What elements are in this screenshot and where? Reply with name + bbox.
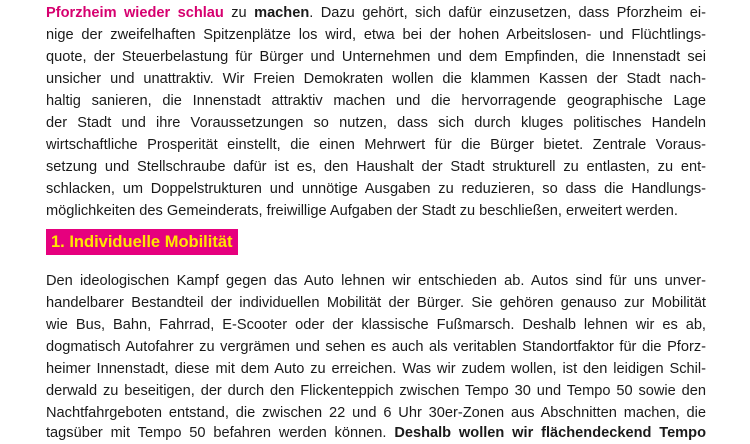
paragraph-2-line-6: derwald zu beseitigen, der durch den Flickenteppich zwischen Tempo 30 und Tempo 50 sowie den bbox=[46, 383, 706, 399]
paragraph-2-line-8 bbox=[46, 422, 706, 444]
paragraph-2-line-4: dogmatisch Autofahrer zu vergrämen und sehen es auch als veritablen Standortfaktor für die Pforz- bbox=[46, 339, 706, 355]
bold-phrase: Deshalb wollen wir flächendeckend Tempo bbox=[394, 425, 706, 441]
paragraph-1-line-3: quote, der Steuerbelastung für Bürger und Unternehmen und dem Empfinden, die Innenstadt sei bbox=[46, 49, 706, 65]
highlight-phrase: Pforzheim wieder schlau bbox=[46, 5, 224, 21]
paragraph-1-line-5: haltig sanieren, die Innenstadt attraktiv machen und die hervorragende geographische Lage bbox=[46, 93, 706, 109]
text-span: zu bbox=[223, 5, 255, 21]
paragraph-1-line-1 bbox=[46, 2, 706, 24]
text-span: tagsüber mit Tempo 50 befahren werden können. bbox=[46, 425, 395, 441]
bold-word: machen bbox=[254, 5, 310, 21]
paragraph-2-line-3: wie Bus, Bahn, Fahrrad, E-Scooter oder der klassische Fußmarsch. Deshalb lehnen wir es ab, bbox=[46, 317, 706, 333]
paragraph-1-line-8: setzung und Stellschraube dafür ist es, den Haushalt der Stadt strukturell zu entlasten, zu ent- bbox=[46, 159, 706, 175]
paragraph-1-line-9: schlacken, um Doppelstrukturen und unnötige Ausgaben zu reduzieren, so dass die Handlungs- bbox=[46, 181, 706, 197]
paragraph-1-line-10: möglichkeiten des Gemeinderats, freiwillige Aufgaben der Stadt zu beschließen, erweitert werden. bbox=[46, 203, 678, 219]
paragraph-2-line-1: Den ideologischen Kampf gegen das Auto lehnen wir entschieden ab. Autos sind für uns unver- bbox=[46, 273, 706, 289]
paragraph-1-line-6: der Stadt und ihre Voraussetzungen so nutzen, dass sich durch kluges politisches Handeln bbox=[46, 115, 706, 131]
paragraph-2-line-5: heimer Innenstadt, diese mit dem Auto zu erreichen. Was wir zudem wollen, ist den leidigen Schil- bbox=[46, 361, 706, 377]
paragraph-2-line-2: handelbarer Bestandteil der individuellen Mobilität der Bürger. Sie gehören genauso zur Mobilität bbox=[46, 295, 706, 311]
paragraph-1-line-2: nige der zweifelhaften Spitzenplätze los wird, etwa bei der hohen Arbeitslosen- und Flüchtlings- bbox=[46, 27, 706, 43]
section-heading: 1. Individuelle Mobilität bbox=[46, 229, 238, 255]
paragraph-2-line-7: Nachtfahrgeboten entstand, die zwischen 22 und 6 Uhr 30er-Zonen aus Abschnitten machen, die bbox=[46, 405, 706, 421]
paragraph-1-line-4: unsicher und unattraktiv. Wir Freien Demokraten wollen die klammen Kassen der Stadt nach- bbox=[46, 71, 706, 87]
text-span: . Dazu gehört, sich dafür einzusetzen, dass Pforzheim ei- bbox=[309, 5, 706, 21]
paragraph-1-line-7: wirtschaftliche Prosperität einstellt, die einen Mehrwert für die Bürger bietet. Zentrale Voraus- bbox=[46, 137, 706, 153]
